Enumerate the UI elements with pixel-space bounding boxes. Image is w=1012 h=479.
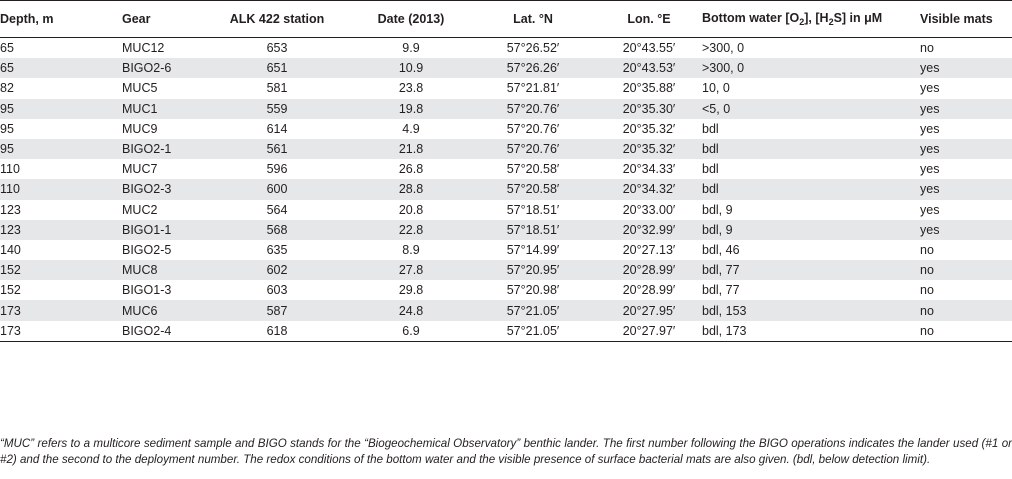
cell-date: 20.8 (398, 202, 424, 217)
cell-bottom-water: bdl, 153 (702, 300, 920, 320)
header-lon: Lon. °E (627, 12, 671, 26)
header-bottom-water (702, 1, 920, 38)
cell-lat: 57°21.05′ (506, 323, 560, 338)
cell-bottom-water: bdl, 9 (702, 220, 920, 240)
cell-lat: 57°21.05′ (470, 300, 596, 320)
cell-lon: 20°33.00′ (622, 202, 676, 217)
table-row (0, 300, 1012, 320)
cell-visible-mats: yes (920, 121, 940, 136)
cell-gear: MUC8 (98, 260, 202, 280)
cell-station: 587 (202, 300, 352, 320)
cell-station: 618 (266, 323, 288, 338)
table-row (0, 139, 1012, 159)
header-visible-mats: Visible mats (920, 12, 993, 26)
cell-lon: 20°35.30′ (596, 99, 702, 119)
cell-visible-mats: no (920, 41, 934, 56)
cell-visible-mats: no (920, 283, 934, 298)
cell-lon: 20°34.32′ (596, 179, 702, 199)
table-header (0, 1, 1012, 38)
table-row (0, 159, 1012, 179)
cell-lat: 57°20.58′ (506, 162, 560, 177)
cell-gear: BIGO1-3 (122, 283, 172, 298)
cell-station: 600 (202, 179, 352, 199)
table-row (0, 260, 1012, 280)
cell-visible-mats: yes (920, 81, 940, 96)
cell-date: 19.8 (352, 99, 470, 119)
cell-visible-mats: yes (920, 99, 1012, 119)
header-bottom-water-mid: ], [H (804, 11, 829, 25)
cell-station: 596 (266, 162, 288, 177)
table-footnote: “MUC” refers to a multicore sediment sample and BIGO stands for the “Biogeochemical Observatory” benthic lander. The first number following the BIGO operations indicates the lander used (#1 or #2) and the second to the deployment number. The redox conditions of the bottom water and the visible presence of surface bacterial mats are also given. (bdl, below detection limit). (0, 436, 1012, 467)
cell-lat: 57°14.99′ (506, 242, 560, 257)
header-bottom-water-post: S] in μM (833, 11, 883, 25)
cell-depth: 65 (0, 58, 98, 78)
cell-date: 28.8 (352, 179, 470, 199)
cell-lon: 20°34.33′ (622, 162, 676, 177)
header-date: Date (2013) (377, 12, 445, 26)
cell-lat: 57°20.76′ (470, 99, 596, 119)
cell-depth: 95 (0, 121, 14, 136)
cell-lon: 20°28.99′ (596, 260, 702, 280)
cell-station: 603 (266, 283, 288, 298)
cell-gear: MUC6 (98, 300, 202, 320)
cell-gear: BIGO2-1 (98, 139, 202, 159)
cell-bottom-water: bdl, 173 (702, 323, 747, 338)
cell-bottom-water: bdl, 46 (702, 242, 740, 257)
cell-gear: BIGO2-6 (98, 58, 202, 78)
cell-bottom-water: bdl, 9 (702, 202, 733, 217)
table-row (0, 179, 1012, 199)
cell-depth: 110 (0, 162, 20, 177)
cell-gear: BIGO2-3 (98, 179, 202, 199)
cell-depth: 123 (0, 202, 21, 217)
cell-bottom-water: 10, 0 (702, 81, 730, 96)
cell-station: 564 (266, 202, 288, 217)
cell-bottom-water: >300, 0 (702, 41, 745, 56)
cell-lat: 57°20.95′ (470, 260, 596, 280)
table-body (0, 38, 1012, 342)
header-o2-subscript: 2 (799, 17, 805, 27)
cell-visible-mats: no (920, 323, 934, 338)
cell-date: 24.8 (352, 300, 470, 320)
cell-lon: 20°27.97′ (622, 323, 676, 338)
cell-station: 614 (266, 121, 288, 136)
cell-bottom-water: bdl (702, 162, 719, 177)
cell-gear: MUC5 (122, 81, 158, 96)
cell-lat: 57°20.58′ (470, 179, 596, 199)
cell-bottom-water: <5, 0 (702, 99, 920, 119)
cell-depth: 95 (0, 99, 98, 119)
cell-station: 635 (266, 242, 288, 257)
cell-gear: MUC2 (122, 202, 158, 217)
cell-depth: 152 (0, 283, 21, 298)
cell-date: 10.9 (352, 58, 470, 78)
header-station: ALK 422 station (229, 12, 325, 26)
cell-lat: 57°26.52′ (506, 41, 560, 56)
cell-visible-mats: no (920, 300, 1012, 320)
cell-bottom-water: >300, 0 (702, 58, 920, 78)
cell-depth: 173 (0, 300, 98, 320)
header-gear: Gear (122, 12, 151, 26)
cell-visible-mats: yes (920, 139, 1012, 159)
cell-lat: 57°20.76′ (506, 121, 560, 136)
cell-depth: 65 (0, 41, 14, 56)
table-row (0, 220, 1012, 240)
cell-visible-mats: no (920, 260, 1012, 280)
cell-lon: 20°43.53′ (596, 58, 702, 78)
cell-station: 561 (202, 139, 352, 159)
cell-lon: 20°43.55′ (622, 41, 676, 56)
cell-lon: 20°35.88′ (622, 81, 676, 96)
cell-date: 23.8 (398, 81, 424, 96)
cell-date: 6.9 (402, 323, 420, 338)
cell-depth: 82 (0, 81, 14, 96)
cell-date: 22.8 (352, 220, 470, 240)
header-bottom-water-pre: Bottom water [O (702, 11, 800, 25)
cell-visible-mats: yes (920, 162, 940, 177)
cell-gear: BIGO2-4 (122, 323, 172, 338)
cell-depth: 110 (0, 179, 98, 199)
cell-lon: 20°35.32′ (596, 139, 702, 159)
cell-bottom-water: bdl (702, 121, 719, 136)
cell-station: 559 (202, 99, 352, 119)
cell-gear: BIGO2-5 (122, 242, 172, 257)
table-row (0, 321, 1012, 342)
cell-visible-mats: yes (920, 58, 1012, 78)
cell-lon: 20°32.99′ (596, 220, 702, 240)
table-row (0, 240, 1012, 260)
cell-gear: BIGO1-1 (98, 220, 202, 240)
table-row (0, 38, 1012, 59)
cell-depth: 123 (0, 220, 98, 240)
cell-station: 602 (202, 260, 352, 280)
table-row (0, 200, 1012, 220)
cell-depth: 95 (0, 139, 98, 159)
cell-gear: MUC12 (122, 41, 165, 56)
cell-date: 29.8 (398, 283, 424, 298)
cell-date: 4.9 (402, 121, 420, 136)
cell-lat: 57°18.51′ (506, 202, 560, 217)
header-depth: Depth, m (0, 12, 54, 26)
cell-station: 581 (266, 81, 288, 96)
cell-depth: 140 (0, 242, 21, 257)
cell-date: 21.8 (352, 139, 470, 159)
cell-depth: 152 (0, 260, 98, 280)
table-row (0, 78, 1012, 98)
table-row (0, 119, 1012, 139)
cell-lon: 20°28.99′ (622, 283, 676, 298)
cell-station: 653 (266, 41, 288, 56)
cell-visible-mats: yes (920, 202, 940, 217)
cell-lat: 57°20.98′ (506, 283, 560, 298)
header-h2s-subscript: 2 (828, 17, 834, 27)
cell-date: 8.9 (402, 242, 420, 257)
table-row (0, 58, 1012, 78)
cell-lon: 20°27.13′ (622, 242, 676, 257)
table-row (0, 99, 1012, 119)
cell-lat: 57°18.51′ (470, 220, 596, 240)
cell-visible-mats: yes (920, 179, 1012, 199)
cell-bottom-water: bdl (702, 139, 920, 159)
cell-depth: 173 (0, 323, 21, 338)
cell-bottom-water: bdl, 77 (702, 260, 920, 280)
cell-lon: 20°35.32′ (622, 121, 676, 136)
cell-lat: 57°26.26′ (470, 58, 596, 78)
table-row (0, 280, 1012, 300)
cell-visible-mats: no (920, 242, 934, 257)
header-lat: Lat. °N (513, 12, 553, 26)
cell-station: 651 (202, 58, 352, 78)
cell-gear: MUC1 (98, 99, 202, 119)
header-row (0, 1, 1012, 38)
cell-bottom-water: bdl (702, 179, 920, 199)
cell-date: 9.9 (402, 41, 420, 56)
cell-date: 27.8 (352, 260, 470, 280)
cell-gear: MUC7 (122, 162, 158, 177)
cell-gear: MUC9 (122, 121, 158, 136)
cell-lat: 57°21.81′ (506, 81, 560, 96)
cell-visible-mats: yes (920, 220, 1012, 240)
cell-station: 568 (202, 220, 352, 240)
cell-bottom-water: bdl, 77 (702, 283, 740, 298)
cell-date: 26.8 (398, 162, 424, 177)
cell-lat: 57°20.76′ (470, 139, 596, 159)
cell-lon: 20°27.95′ (596, 300, 702, 320)
